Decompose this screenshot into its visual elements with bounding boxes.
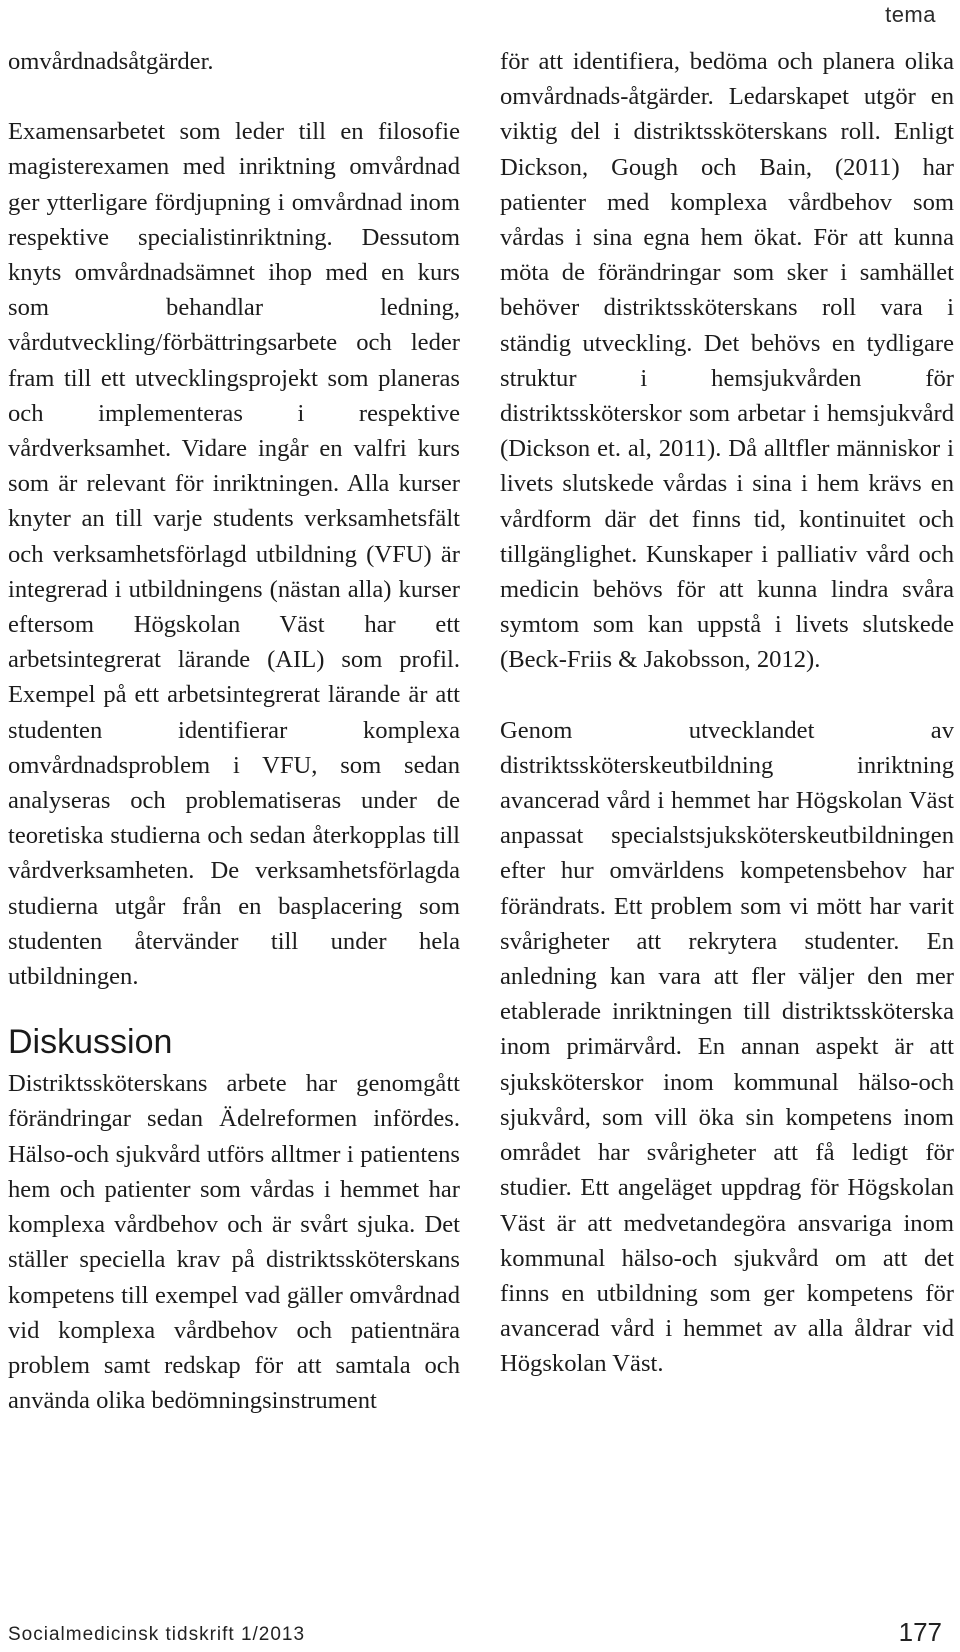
left-column [8, 44, 460, 1418]
journal-name: Socialmedicinsk tidskrift 1/2013 [8, 1624, 306, 1645]
page-number: 177 [898, 1617, 942, 1647]
section-tag: tema [885, 2, 936, 27]
left-paragraph-2: Examensarbetet som leder till en filosofie magisterexamen med inriktning omvårdnad ger ytterligare fördjupning i omvårdnad inom respektive specialistinriktning. Dessutom knyts omvårdnadsämnet ihop med en kurs som behandlar ledning, vårdutveckling/förbättringsarbete och leder fram till ett utvecklingsprojekt som planeras och implementeras i respektive vårdverksamhet. Vidare ingår en valfri kurs som är relevant för inriktningen. Alla kurser knyter an till varje students verksamhetsfält och verksamhetsförlagd utbildning (VFU) är integrerad i utbildningens (nästan alla) kurser eftersom Högskolan Väst har ett arbetsintegrerat lärande (AIL) som profil. Exempel på ett arbetsintegrerat lärande är att studenten identifierar komplexa omvårdnadsproblem i VFU, som sedan analyseras och problematiseras under de teoretiska studierna och sedan återkopplas till vårdverksamheten. De verksamhetsförlagda studierna utgår från en basplacering som studenten återvänder till under hela utbildningen. [8, 118, 460, 991]
section-heading: Diskussion [8, 1023, 173, 1062]
right-column [500, 44, 954, 1382]
right-paragraph-1: för att identifiera, bedöma och planera olika omvårdnads-åtgärder. Ledarskapet utgör en viktig del i distriktssköterskans roll. Enligt Dickson, Gough och Bain, (2011) har patienter med komplexa vårdbehov som vårdas i sina egna hem ökat. För att kunna möta de förändringar som sker i samhället behöver distriktssköterskans roll vara i ständig utveckling. Det behövs en tydligare struktur i hemsjukvården för distriktssköterskor som arbetar i hemsjukvård (Dickson et. al, 2011). Då alltfler människor i livets slutskede vårdas i sina i hem krävs en vårdform där det finns tid, kontinuitet och tillgänglighet. Kunskaper i palliativ vård och medicin behövs för att kunna lindra svåra symtom som kan uppstå i livets slutskede (Beck-Friis & Jakobsson, 2012). [500, 48, 954, 674]
left-paragraph-3: Distriktssköterskans arbete har genomgått förändringar sedan Ädelreformen infördes. Hälso-och sjukvård utförs alltmer i patientens hem och patienter som vårdas i hemmet har komplexa vårdbehov och är svårt sjuka. Det ställer speciella krav på distriktssköterskans kompetens till exempel vad gäller omvårdnad vid komplexa vårdbehov och patientnära problem samt redskap för att samtala och använda olika bedömningsinstrument [8, 1070, 460, 1415]
left-paragraph-1: omvårdnadsåtgärder. [8, 48, 214, 75]
right-paragraph-2: Genom utvecklandet av distriktssköterskeutbildning inriktning avancerad vård i hemmet har Högskolan Väst anpassat specialstsjuksköterskeutbildningen efter hur omvärldens kompetensbehov har förändrats. Ett problem som vi mött har varit svårigheter att rekrytera studenter. En anledning kan vara att fler väljer den mer etablerade inriktningen till distriktssköterska inom primärvård. En annan aspekt är att sjuksköterskor inom kommunal hälso-och sjukvård, som vill öka sin kompetens inom området har svårigheter att få ledigt för studier. Ett angeläget uppdrag för Högskolan Väst är att medvetandegöra ansvariga inom kommunal hälso-och sjukvård om att det finns en utbildning som ger kompetens för avancerad vård i hemmet av alla åldrar vid Högskolan Väst. [500, 716, 954, 1378]
